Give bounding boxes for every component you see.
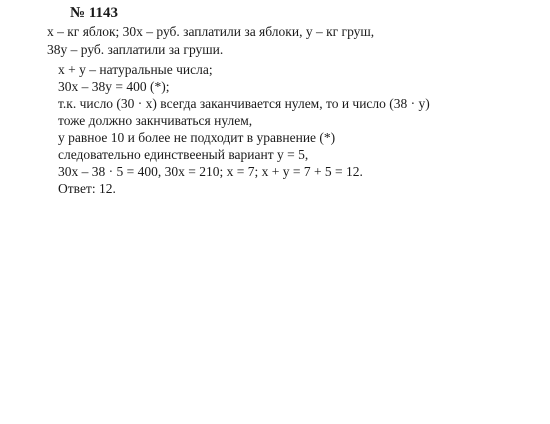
text-line-9: 30x – 38 · 5 = 400, 30x = 210; x = 7; x + y = 7 + 5 = 12. xyxy=(58,164,363,179)
answer-line: Ответ: 12. xyxy=(58,181,116,196)
text-line-6: тоже должно закнчиваться нулем, xyxy=(58,113,253,128)
text-line-1: x – кг яблок; 30x – руб. заплатили за яблоки, y – кг груш, xyxy=(47,24,375,39)
text-line-8: следовательно единствееный вариант y = 5, xyxy=(58,147,309,162)
problem-number: № 1143 xyxy=(70,5,118,21)
text-line-7: y равное 10 и более не подходит в уравнение (*) xyxy=(58,130,336,145)
text-line-5: т.к. число (30 · x) всегда заканчивается нулем, то и число (38 · y) xyxy=(58,96,430,111)
text-line-4: 30x – 38y = 400 (*); xyxy=(58,79,170,94)
text-line-3: x + y – натуральные числа; xyxy=(58,62,213,77)
text-line-2: 38y – руб. заплатили за груши. xyxy=(47,42,224,57)
